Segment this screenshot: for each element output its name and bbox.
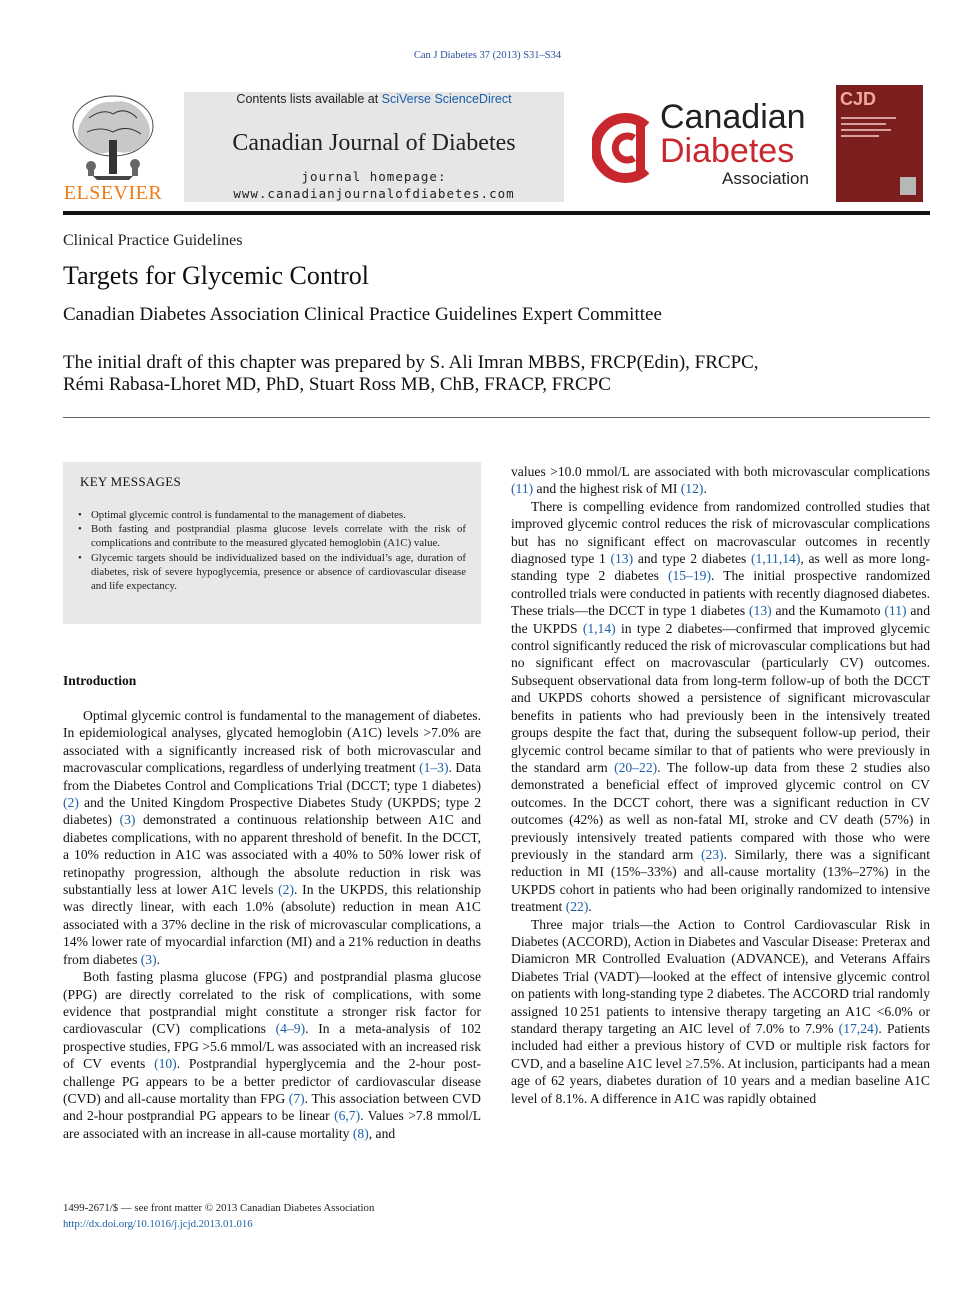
paragraph-text: and the United Kingdom Prospective Diabetes Study (UKPDS; type 2 diabetes) — [63, 795, 481, 828]
citation-link[interactable]: (17,24) — [838, 1021, 879, 1036]
introduction-heading: Introduction — [63, 673, 137, 688]
contents-prefix: Contents lists available at — [236, 92, 382, 106]
paragraph-text: . Similarly, there was a significant reduction in MI (15%–33%) and all-cause mortality (13%–27%) in the UKPDS cohort in patients who had been originally randomized to intensive treatment — [511, 846, 931, 915]
paragraph-text: and the highest risk of MI — [533, 481, 681, 497]
citation-link[interactable]: (13) — [610, 551, 634, 567]
citation-link[interactable]: (23) — [700, 846, 724, 862]
article-footer — [63, 1201, 374, 1232]
intro-paragraph-1 — [63, 707, 481, 968]
key-message-item: • Glycemic targets should be individualized based on the individual’s age, duration of diabetes, risk of severe hypoglycemia, presence or absence of cardiovascular disease and life expectancy. — [78, 551, 466, 594]
copyright-line: 1499-2671/$ — see front matter © 2013 Canadian Diabetes Association — [63, 1202, 375, 1214]
key-message-item: • Optimal glycemic control is fundamental to the management of diabetes. — [78, 508, 466, 522]
citation-link[interactable]: (1–3) — [419, 760, 449, 776]
article-committee: Canadian Diabetes Association Clinical Practice Guidelines Expert Committee — [63, 304, 662, 325]
journal-title: Canadian Journal of Diabetes — [232, 130, 516, 156]
cover-inset-box — [900, 177, 916, 195]
paragraph-text: . The initial prospective randomized controlled trials were conducted in patients with recently diagnosed diabetes. These trials—the DCCT in type 1 diabetes — [511, 568, 931, 619]
cover-text-lines — [841, 115, 901, 145]
paragraph-text: There is compelling evidence from randomized controlled studies that improved glycemic control reduces the risk of microvascular complications but has no significant effect on macrovascular outcomes in recently diagnosed type 1 — [511, 498, 930, 567]
right-paragraph-continued — [511, 463, 930, 498]
citation-link[interactable]: (3) — [140, 951, 157, 967]
journal-citation[interactable]: Can J Diabetes 37 (2013) S31–S34 — [413, 50, 562, 61]
paragraph-text: , and — [368, 1125, 396, 1141]
paragraph-text: . — [703, 481, 707, 497]
citation-link[interactable]: (2) — [278, 882, 295, 898]
citation-link[interactable]: (1,14) — [582, 620, 616, 636]
paragraph-text: demonstrated a continuous relationship between A1C and diabetes complications, with no apparent threshold of benefit. In the DCCT, a 10% reduction in A1C was associated with a 40% to 50% lower risk of retinopathy progression, although the absolute reduction in risk was substantially less at lower A1C levels — [63, 812, 481, 898]
paragraph-text: . Patients included had either a previous history of CVD or multiple risk factors for CVD, and a baseline A1C level ≥7.5%. At inclusion, participants had a mean age of 62 years, diabetes duration of 10 years and a median baseline A1C level of 8.1%. A difference in A1C was rapidly obtained — [511, 1021, 930, 1106]
paragraph-text: and the Kumamoto — [771, 603, 885, 619]
paragraph-text: . Postprandial hyperglycemia and the 2-hour post-challenge PG appears to be a better predictor of cardiovascular disease (CVD) and all-cause mortality than FPG — [63, 1056, 481, 1106]
citation-link[interactable]: (11) — [511, 481, 534, 497]
citation-link[interactable]: (20–22) — [614, 759, 658, 775]
citation-link[interactable]: (15–19) — [667, 568, 712, 584]
citation-link[interactable]: (22) — [565, 899, 589, 915]
paragraph-text: . Values >7.8 mmol/L are associated with an increase in all-cause mortality — [63, 1108, 481, 1141]
cda-name-line1: Canadian — [660, 98, 806, 136]
cover-label: CJD — [840, 89, 877, 109]
citation-link[interactable]: (1,11,14) — [751, 551, 801, 567]
header-rule — [63, 211, 930, 215]
key-message-item: • Both fasting and postprandial plasma glucose levels correlate with the risk of complications and contribute to the measured glycated hemoglobin (A1C) value. — [78, 522, 466, 550]
paragraph-text: Optimal glycemic control is fundamental to the management of diabetes. In epidemiological analyses, glycated hemoglobin (A1C) levels >7.0% are associated with a significantly increased risk of both microvascular and macrovascular complications, regardless of underlying treatment — [63, 708, 481, 776]
citation-link[interactable]: (10) — [154, 1056, 177, 1072]
paragraph-text: . Data from the Diabetes Control and Complications Trial (DCCT; type 1 diabetes) — [63, 760, 481, 793]
paragraph-text: . — [156, 951, 161, 967]
citation-link[interactable]: (8) — [352, 1125, 369, 1141]
paragraph-text: in type 2 diabetes—confirmed that improved glycemic control significantly reduced the risk of microvascular complications but had no significant effect on macrovascular (particularly CV) outcomes. Subsequent observational data from long-term follow-up of both the DCCT and UKPDS cohorts showed a persistence of significant microvascular benefits in patients who had previously been in the intensively treated groups despite the fact that, during the subsequent follow-up period, their glycemic control became similar to that of patients who were previously in the standard arm — [511, 620, 930, 775]
left-column — [63, 707, 481, 1142]
homepage-label: journal homepage: — [301, 169, 447, 184]
citation-link[interactable]: (12) — [680, 481, 704, 497]
paragraph-text: and type 2 diabetes — [633, 551, 752, 567]
citation-link[interactable]: (7) — [288, 1090, 305, 1106]
citation-link[interactable]: (6,7) — [334, 1108, 361, 1124]
citation-link[interactable]: (2) — [63, 795, 79, 811]
citation-link[interactable]: (13) — [749, 603, 772, 619]
article-title: Targets for Glycemic Control — [63, 261, 370, 290]
citation-link[interactable]: (4–9) — [275, 1021, 306, 1037]
journal-homepage — [184, 168, 564, 202]
homepage-url[interactable]: www.canadianjournalofdiabetes.com — [233, 186, 515, 201]
paragraph-text: Both fasting plasma glucose (FPG) and postprandial plasma glucose (PPG) are directly correlated to the risk of complications, with some evidence that postprandial might constitute a stronger risk factor for cardiovascular (CV) complications — [63, 969, 481, 1037]
authors-line-1: The initial draft of this chapter was prepared by S. Ali Imran MBBS, FRCP(Edin), FRCPC, — [63, 352, 759, 373]
doi-link[interactable]: http://dx.doi.org/10.1016/j.jcjd.2013.01.016 — [63, 1217, 253, 1230]
intro-paragraph-2 — [63, 968, 481, 1142]
cda-name-line2: Diabetes — [660, 132, 795, 170]
citation-link[interactable]: (3) — [119, 812, 136, 828]
key-messages-title: KEY MESSAGES — [80, 474, 181, 489]
paragraph-text: . In the UKPDS, this relationship was directly linear, with each 1.0% (absolute) reduction in mean A1C associated with a 37% decline in the risk of microvascular complications, a 14% lower rate of myocardial infarction (MI) and a 21% reduction in deaths from diabetes — [63, 882, 481, 967]
right-paragraph-trials — [511, 916, 930, 1107]
cda-name-line3: Association — [722, 169, 809, 188]
paragraph-text: . The follow-up data from these 2 studies also demonstrated a beneficial effect of improved glycemic control on CV outcomes. In the DCCT cohort, there was a significant reduction in CV outcomes (42%) as well as non-fatal MI, stroke and CV death (57%) in previously intensively treated patients compared with those who were previously in the standard arm — [511, 759, 930, 862]
authors-line-2: Rémi Rabasa-Lhoret MD, PhD, Stuart Ross MB, ChB, FRACP, FRCPC — [63, 374, 611, 395]
citation-link[interactable]: (11) — [884, 603, 907, 619]
paragraph-text: . This association between CVD and 2-hour postprandial PG appears to be linear — [63, 1090, 481, 1124]
paragraph-text: . — [588, 899, 592, 915]
key-messages-list — [78, 508, 466, 593]
paragraph-text: and the UKPDS — [511, 603, 931, 636]
paragraph-text: Three major trials—the Action to Control Cardiovascular Risk in Diabetes (ACCORD), Action in Diabetes and Vascular Disease: Preterax and Diamicron MR Controlled Evaluation (ADVANCE), and Veterans Affairs Diabetes Trial (VADT)—looked at the effect of intensive glycemic control on patients with long-standing type 2 diabetes. The ACCORD trial randomly assigned 10 251 patients to intensive therapy targeting an A1C <6.0% or standard therapy targeting an AIC level of 7.0% to 7.9% — [511, 916, 930, 1036]
contents-line — [184, 92, 564, 106]
paragraph-text: values >10.0 mmol/L are associated with both microvascular complications — [511, 464, 930, 479]
right-paragraph-evidence — [511, 498, 930, 916]
elsevier-wordmark[interactable]: ELSEVIER — [63, 182, 163, 204]
title-rule — [63, 417, 930, 418]
section-type: Clinical Practice Guidelines — [63, 232, 243, 249]
paragraph-text: . In a meta-analysis of 102 prospective studies, FPG >5.6 mmol/L was associated with an increased risk of CV events — [63, 1021, 481, 1072]
paragraph-text: , as well as more long-standing type 2 diabetes — [511, 551, 930, 584]
article-authors — [63, 352, 923, 396]
right-column — [511, 463, 930, 1107]
journal-cover-thumbnail[interactable] — [836, 85, 923, 202]
sciencedirect-link[interactable]: SciVerse ScienceDirect — [381, 92, 512, 106]
